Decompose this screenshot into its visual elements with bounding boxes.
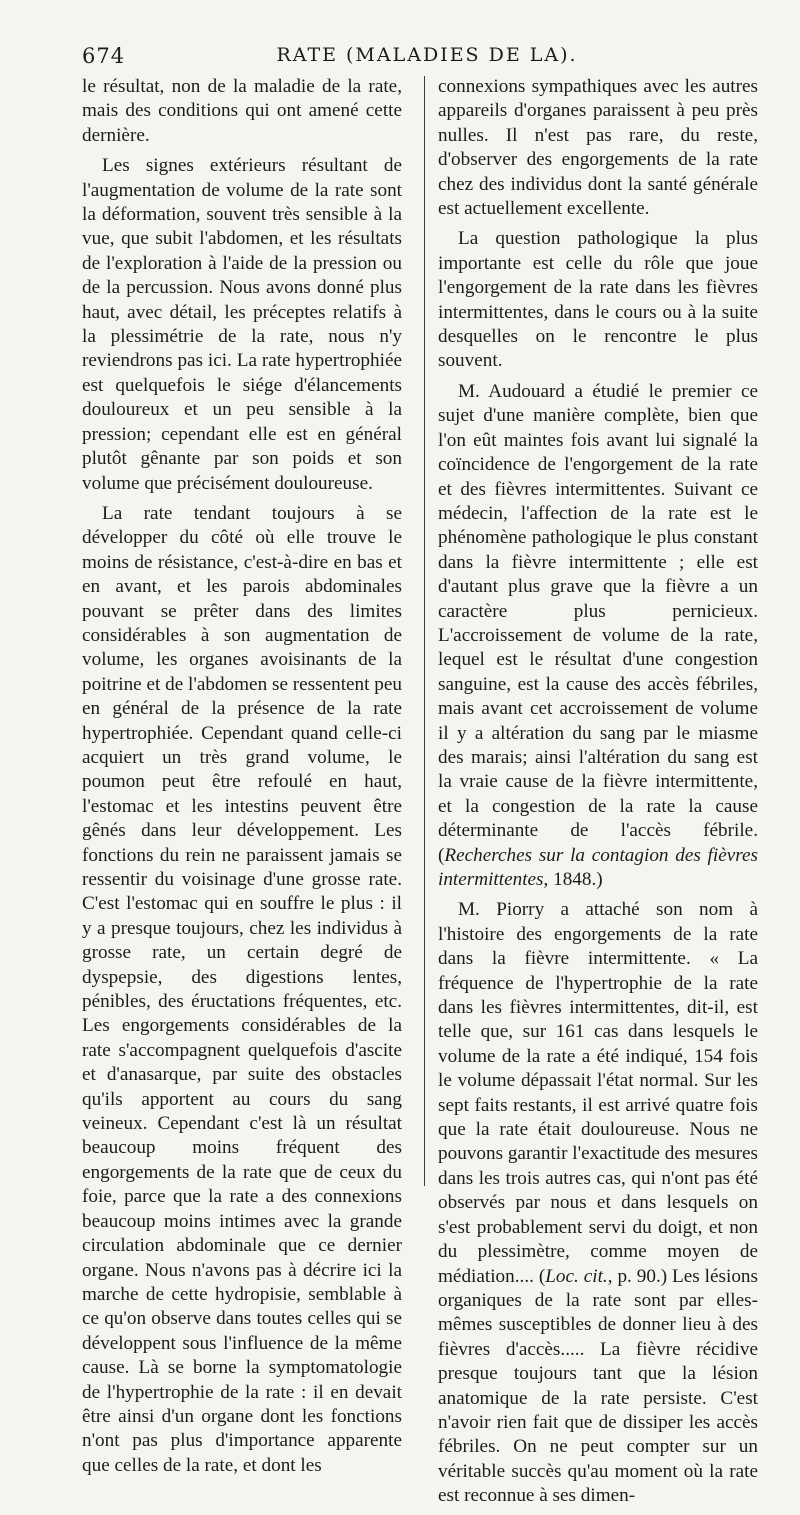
paragraph: La rate tendant toujours à se développer du côté où elle trouve le moins de résistance, c'est-à-dire en bas et en avant, et les parois abdominales pouvant se prêter dans des limites considérables à son augmentation de volume, les organes avoisinants de la poitrine et de l'abdomen se ressentent peu en général de la présence de la rate hypertrophiée. Cependant quand celle-ci acquiert un très grand volume, le poumon peut être refoulé en haut, l'estomac et les intestins peuvent être gênés dans leur développement. Les fonctions du rein ne paraissent jamais se ressentir du voisinage d'une grosse rate. C'est l'estomac qui en souffre le plus : il y a presque toujours, chez les individus à grosse rate, un certain degré de dyspepsie, des digestions lentes, pénibles, des éructations fréquentes, etc. Les engorgements considérables de la rate s'accompagnent quelquefois d'ascite et d'anasarque, par suite des obstacles qu'ils apportent au cours du sang veineux. Cependant c'est là un résultat beaucoup moins fréquent des engorgements de la rate que de ceux du foie, parce que la rate a des connexions beaucoup moins intimes avec la grande circulation abdominale que ce dernier organe. Nous n'avons pas à décrire ici la marche de cette hydropisie, semblable à ce qu'on observe dans toutes celles qui se développent sous l'influence de la même cause. Là se borne la symptomatologie de l'hypertrophie de la rate : il en devait être ainsi d'un organe dont les fonctions n'ont pas plus d'importance apparente que celles de la rate, et dont les (82, 502, 402, 1476)
citation-title: Recherches sur la contagion des fièvres intermittentes (438, 844, 758, 890)
paragraph: connexions sympathiques avec les autres appareils d'organes paraissent à peu près nulles. Il n'est pas rare, du reste, d'observer des engorgements de la rate chez des individus dont la santé générale est actuellement excellente. (438, 76, 758, 220)
citation-tail: , 1848.) (543, 869, 603, 890)
running-title: RATE (MALADIES DE LA). (276, 44, 578, 66)
left-column (82, 75, 402, 1484)
paragraph-text: M. Audouard a étudié le premier ce sujet d'une manière complète, bien que l'on eût maintes fois avant lui signalé la coïncidence de l'engorgement de la rate et des fièvres intermittentes. Suivant ce médecin, l'affection de la rate est le phénomène pathologique le plus constant dans la fièvre intermittente ; elle est d'autant plus grave que la fièvre a un caractère plus pernicieux. L'accroissement de volume de la rate, lequel est le résultat d'une congestion sanguine, est la cause des accès fébriles, mais avant cet accroissement de volume il y a altération du sang par le miasme des marais; ainsi l'altération du sang est la vraie cause de la fièvre intermittente, et la congestion de la rate la cause déterminante de l'accès fébrile. ( (438, 380, 758, 866)
right-column (438, 75, 758, 1515)
paragraph: Les signes extérieurs résultant de l'augmentation de volume de la rate sont la déformation, souvent très sensible à la vue, que subit l'abdomen, et les résultats de l'exploration à l'aide de la pression ou de la percussion. Nous avons donné plus haut, avec détail, les préceptes relatifs à la plessimétrie de la rate, nous n'y reviendrons pas ici. La rate hypertrophiée est quelquefois le siége d'élancements douloureux et un peu sensible à la pression; cependant elle est en général plutôt gênante par son poids et son volume que précisément douloureuse. (82, 155, 402, 494)
paragraph (438, 898, 758, 1508)
paragraph: La question pathologique la plus importante est celle du rôle que joue l'engorgement de la rate dans les fièvres intermittentes, dans le cours ou à la suite desquelles on le rencontre le plus souvent. (438, 228, 758, 372)
column-divider (424, 76, 425, 1186)
citation-tail: , p. 90.) Les lésions organiques de la rate sont par elles-mêmes susceptibles de donner lieu à des fièvres d'accès..... La fièvre récidive presque toujours tant que la lésion anatomique de la rate persiste. C'est n'avoir rien fait que de dissiper les accès fébriles. On ne peut compter sur un véritable succès qu'au moment où la rate est reconnue à ses dimen- (438, 1265, 758, 1507)
citation-title: Loc. cit. (545, 1265, 608, 1287)
paragraph-text: M. Piorry a attaché son nom à l'histoire des engorgements de la rate dans la fièvre intermittente. « La fréquence de l'hypertrophie de la rate dans les fièvres intermittentes, dit-il, est telle que, sur 161 cas dans lesquels le volume de la rate a été indiqué, 154 fois le volume dépassait l'état normal. Sur les sept faits restants, il est arrivé quatre fois que la rate était douloureuse. Nous ne pouvons garantir l'exactitude des mesures dans les trois autres cas, qui n'ont pas été observés par nous et dans lesquels on s'est probablement servi du doigt, et non du plessimètre, comme moyen de médiation.... ( (438, 899, 758, 1287)
paragraph: le résultat, non de la maladie de la rate, mais des conditions qui ont amené cette dernière. (82, 76, 402, 146)
paragraph (438, 380, 758, 893)
page-header (82, 44, 772, 74)
page-number: 674 (82, 44, 126, 68)
